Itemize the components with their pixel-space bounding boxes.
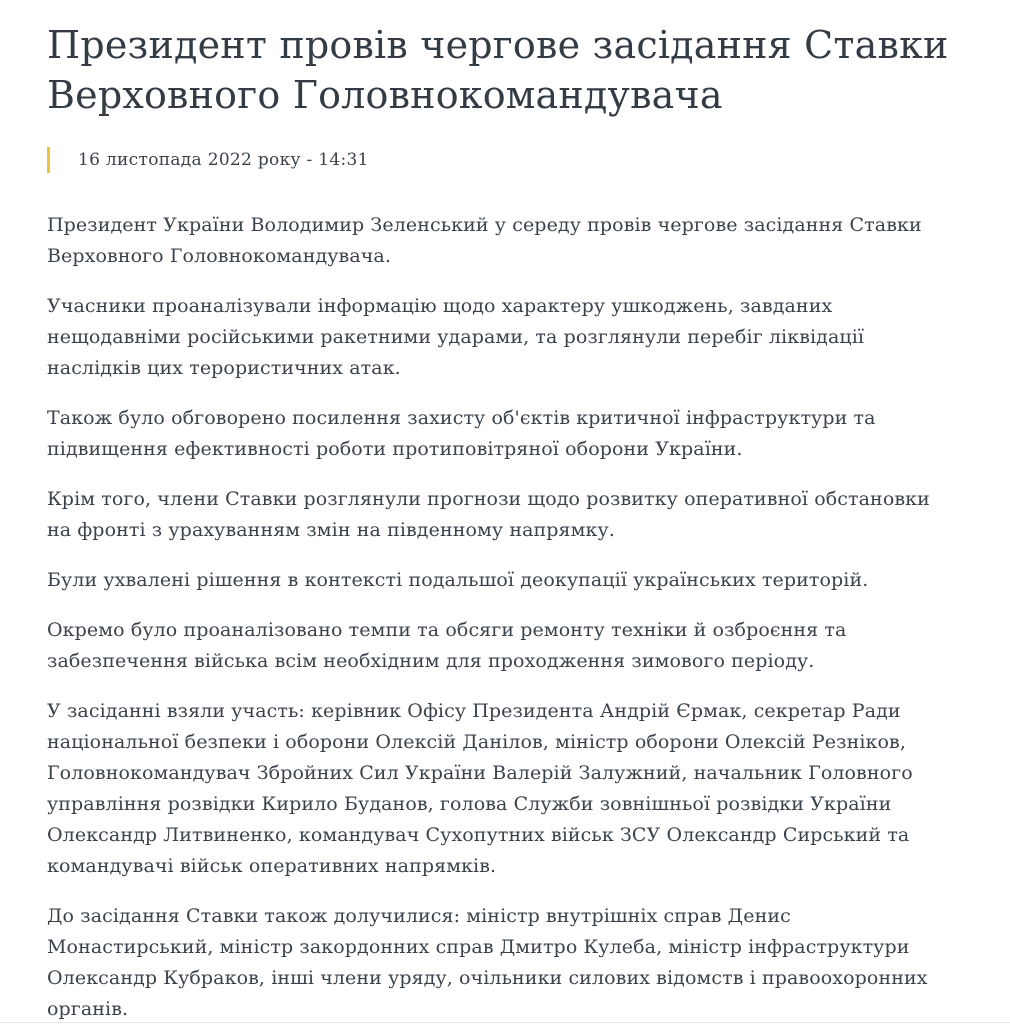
article-body <box>47 210 962 1025</box>
paragraph-7: У засіданні взяли участь: керівник Офісу Президента Андрій Єрмак, секретар Ради національної безпеки і оборони Олексій Данілов, міністр оборони Олексій Резніков, Головнокомандувач Збройних Сил України Валерій Залужний, начальник Головного управління розвідки Кирило Буданов, голова Служби зовнішньої розвідки України Олександр Литвиненко, командувач Сухопутних військ ЗСУ Олександр Сирський та командувачі військ оперативних напрямків. <box>47 700 913 877</box>
article-date: 16 листопада 2022 року - 14:31 <box>78 150 369 170</box>
article-meta <box>47 146 962 174</box>
paragraph-8: До засідання Ставки також долучилися: міністр внутрішніх справ Денис Монастирський, міністр закордонних справ Дмитро Кулеба, міністр інфраструктури Олександр Кубраков, інші члени уряду, очільники силових відомств і правоохоронних органів. <box>47 905 928 1020</box>
paragraph-2: Учасники проаналізували інформацію щодо характеру ушкоджень, завданих нещодавніми російськими ракетними ударами, та розглянули перебіг ліквідації наслідків цих терористичних атак. <box>47 295 865 379</box>
paragraph-4: Крім того, члени Ставки розглянули прогнози щодо розвитку оперативної обстановки на фронті з урахуванням змін на південному напрямку. <box>47 488 930 541</box>
paragraph-5: Були ухвалені рішення в контексті подальшої деокупації українських територій. <box>47 569 869 591</box>
article-title: Президент провів чергове засідання Ставки Верховного Головнокомандувача <box>47 23 949 117</box>
paragraph-3: Також було обговорено посилення захисту об'єктів критичної інфраструктури та підвищення ефективності роботи протиповітряної оборони України. <box>47 407 876 460</box>
bottom-divider <box>0 1022 1010 1023</box>
paragraph-6: Окремо було проаналізовано темпи та обсяги ремонту техніки й озброєння та забезпечення війська всім необхідним для проходження зимового періоду. <box>47 619 847 672</box>
paragraph-1: Президент України Володимир Зеленський у середу провів чергове засідання Ставки Верховного Головнокомандувача. <box>47 214 922 267</box>
date-accent-bar <box>47 147 50 173</box>
